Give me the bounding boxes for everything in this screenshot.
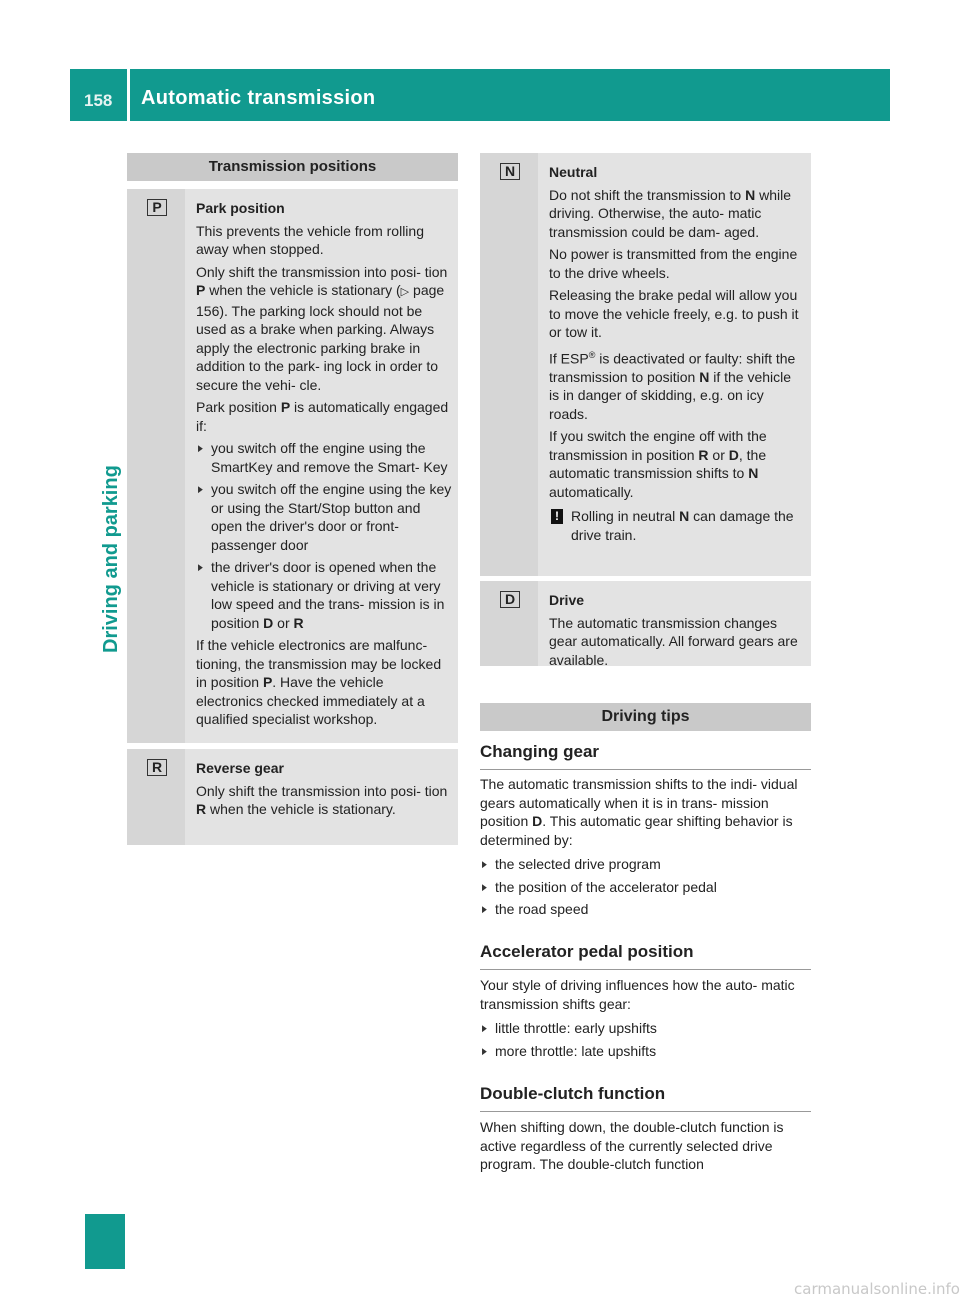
- reverse-text: Only shift the transmission into posi- tion R when the vehicle is stationary.: [196, 782, 448, 817]
- list-item: ▶ the position of the accelerator pedal: [480, 878, 811, 897]
- damage-warning: ! Rolling in neutral N can damage the drive train.: [549, 507, 805, 544]
- drive-text: The automatic transmission changes gear automatically. All forward gears are available.: [549, 614, 798, 668]
- drive-heading: Drive: [549, 592, 585, 608]
- list-item: ▶ more throttle: late upshifts: [480, 1042, 811, 1061]
- park-text-2: Only shift the transmission into posi- tion P when the vehicle is stationary (▷ page 156). The parking lock should not be used as a brake when parking. Always apply the electronic parking brake in addition to the park- ing lock in order to secure the vehi- cle.: [196, 263, 448, 393]
- warning-icon: !: [551, 509, 563, 524]
- list-item: ▶ the selected drive program: [480, 855, 811, 874]
- header-divider: [127, 69, 130, 121]
- table-caption: Transmission positions: [127, 153, 458, 181]
- park-conditions-list: [196, 439, 452, 632]
- side-tab-marker: [85, 1214, 125, 1269]
- page-reference-icon: ▷: [400, 286, 410, 298]
- neutral-text-5: If you switch the engine off with the transmission in position R or D, the automatic transmission shifts to N automatically.: [549, 428, 767, 500]
- neutral-text-4: If ESP® is deactivated or faulty: shift the transmission to position N if the vehicle is in danger of skidding, e.g. on icy roads.: [549, 349, 796, 422]
- reverse-description: [196, 759, 452, 823]
- table-row-reverse: [127, 749, 458, 845]
- changing-gear-body: [480, 775, 811, 923]
- side-tab-label: Driving and parking: [100, 465, 122, 653]
- symbol-column: [127, 749, 185, 845]
- drive-description: [549, 591, 805, 673]
- changing-gear-heading: Changing gear: [480, 742, 811, 770]
- table-row-neutral: [480, 153, 811, 576]
- list-item: ▶ little throttle: early upshifts: [480, 1019, 811, 1038]
- double-clutch-heading: Double-clutch function: [480, 1084, 811, 1112]
- symbol-column: [480, 581, 538, 666]
- changing-gear-list: [480, 855, 811, 919]
- table-row-drive: [480, 576, 811, 666]
- page-header: [70, 69, 890, 121]
- accelerator-text: Your style of driving influences how the auto- matic transmission shifts gear:: [480, 977, 795, 1012]
- page-title: Automatic transmission: [141, 87, 376, 109]
- list-item: ▶ you switch off the engine using the key or using the Start/Stop button and open the driver's door or front- passenger door: [196, 480, 452, 554]
- watermark: carmanualsonline.info: [794, 1280, 960, 1298]
- accelerator-list: [480, 1019, 811, 1060]
- page-number: 158: [84, 91, 113, 110]
- section-side-tab: [70, 121, 125, 1302]
- park-description: [196, 199, 452, 733]
- reverse-heading: Reverse gear: [196, 760, 284, 776]
- neutral-symbol-icon: N: [500, 163, 520, 180]
- neutral-description: [549, 163, 805, 544]
- park-text-1: This prevents the vehicle from rolling away when stopped.: [196, 222, 424, 257]
- neutral-heading: Neutral: [549, 164, 598, 180]
- driving-tips-caption: Driving tips: [480, 703, 811, 731]
- neutral-text-1: Do not shift the transmission to N while driving. Otherwise, the auto- matic transmission could be dam- aged.: [549, 186, 792, 240]
- list-item: ▶ the driver's door is opened when the vehicle is stationary or driving at very low speed and the trans- mission is in position D or R: [196, 558, 452, 632]
- reverse-symbol-icon: R: [147, 759, 167, 776]
- neutral-text-3: Releasing the brake pedal will allow you to move the vehicle freely, e.g. to push it or tow it.: [549, 287, 799, 340]
- park-text-4: If the vehicle electronics are malfunc- tioning, the transmission may be locked in position P. Have the vehicle electronics checked immediately at a qualified specialist workshop.: [196, 637, 442, 727]
- list-item: ▶ the road speed: [480, 900, 811, 919]
- accelerator-body: [480, 976, 811, 1064]
- park-text-3: Park position P is automatically engaged if:: [196, 399, 449, 434]
- neutral-text-2: No power is transmitted from the engine to the drive wheels.: [549, 246, 798, 281]
- double-clutch-text: When shifting down, the double-clutch function is active regardless of the currently selected drive program. The double-clutch function: [480, 1119, 784, 1172]
- table-row-park: [127, 189, 458, 743]
- double-clutch-body: [480, 1118, 811, 1180]
- symbol-column: [480, 153, 538, 576]
- changing-gear-text: The automatic transmission shifts to the indi- vidual gears automatically when it is in trans- mission position D. This automatic gear shifting behavior is determined by:: [480, 776, 798, 848]
- drive-symbol-icon: D: [500, 591, 520, 608]
- symbol-column: [127, 189, 185, 743]
- park-heading: Park position: [196, 200, 285, 216]
- park-symbol-icon: P: [147, 199, 167, 216]
- list-item: ▶ you switch off the engine using the SmartKey and remove the Smart- Key: [196, 439, 452, 476]
- accelerator-heading: Accelerator pedal position: [480, 942, 811, 970]
